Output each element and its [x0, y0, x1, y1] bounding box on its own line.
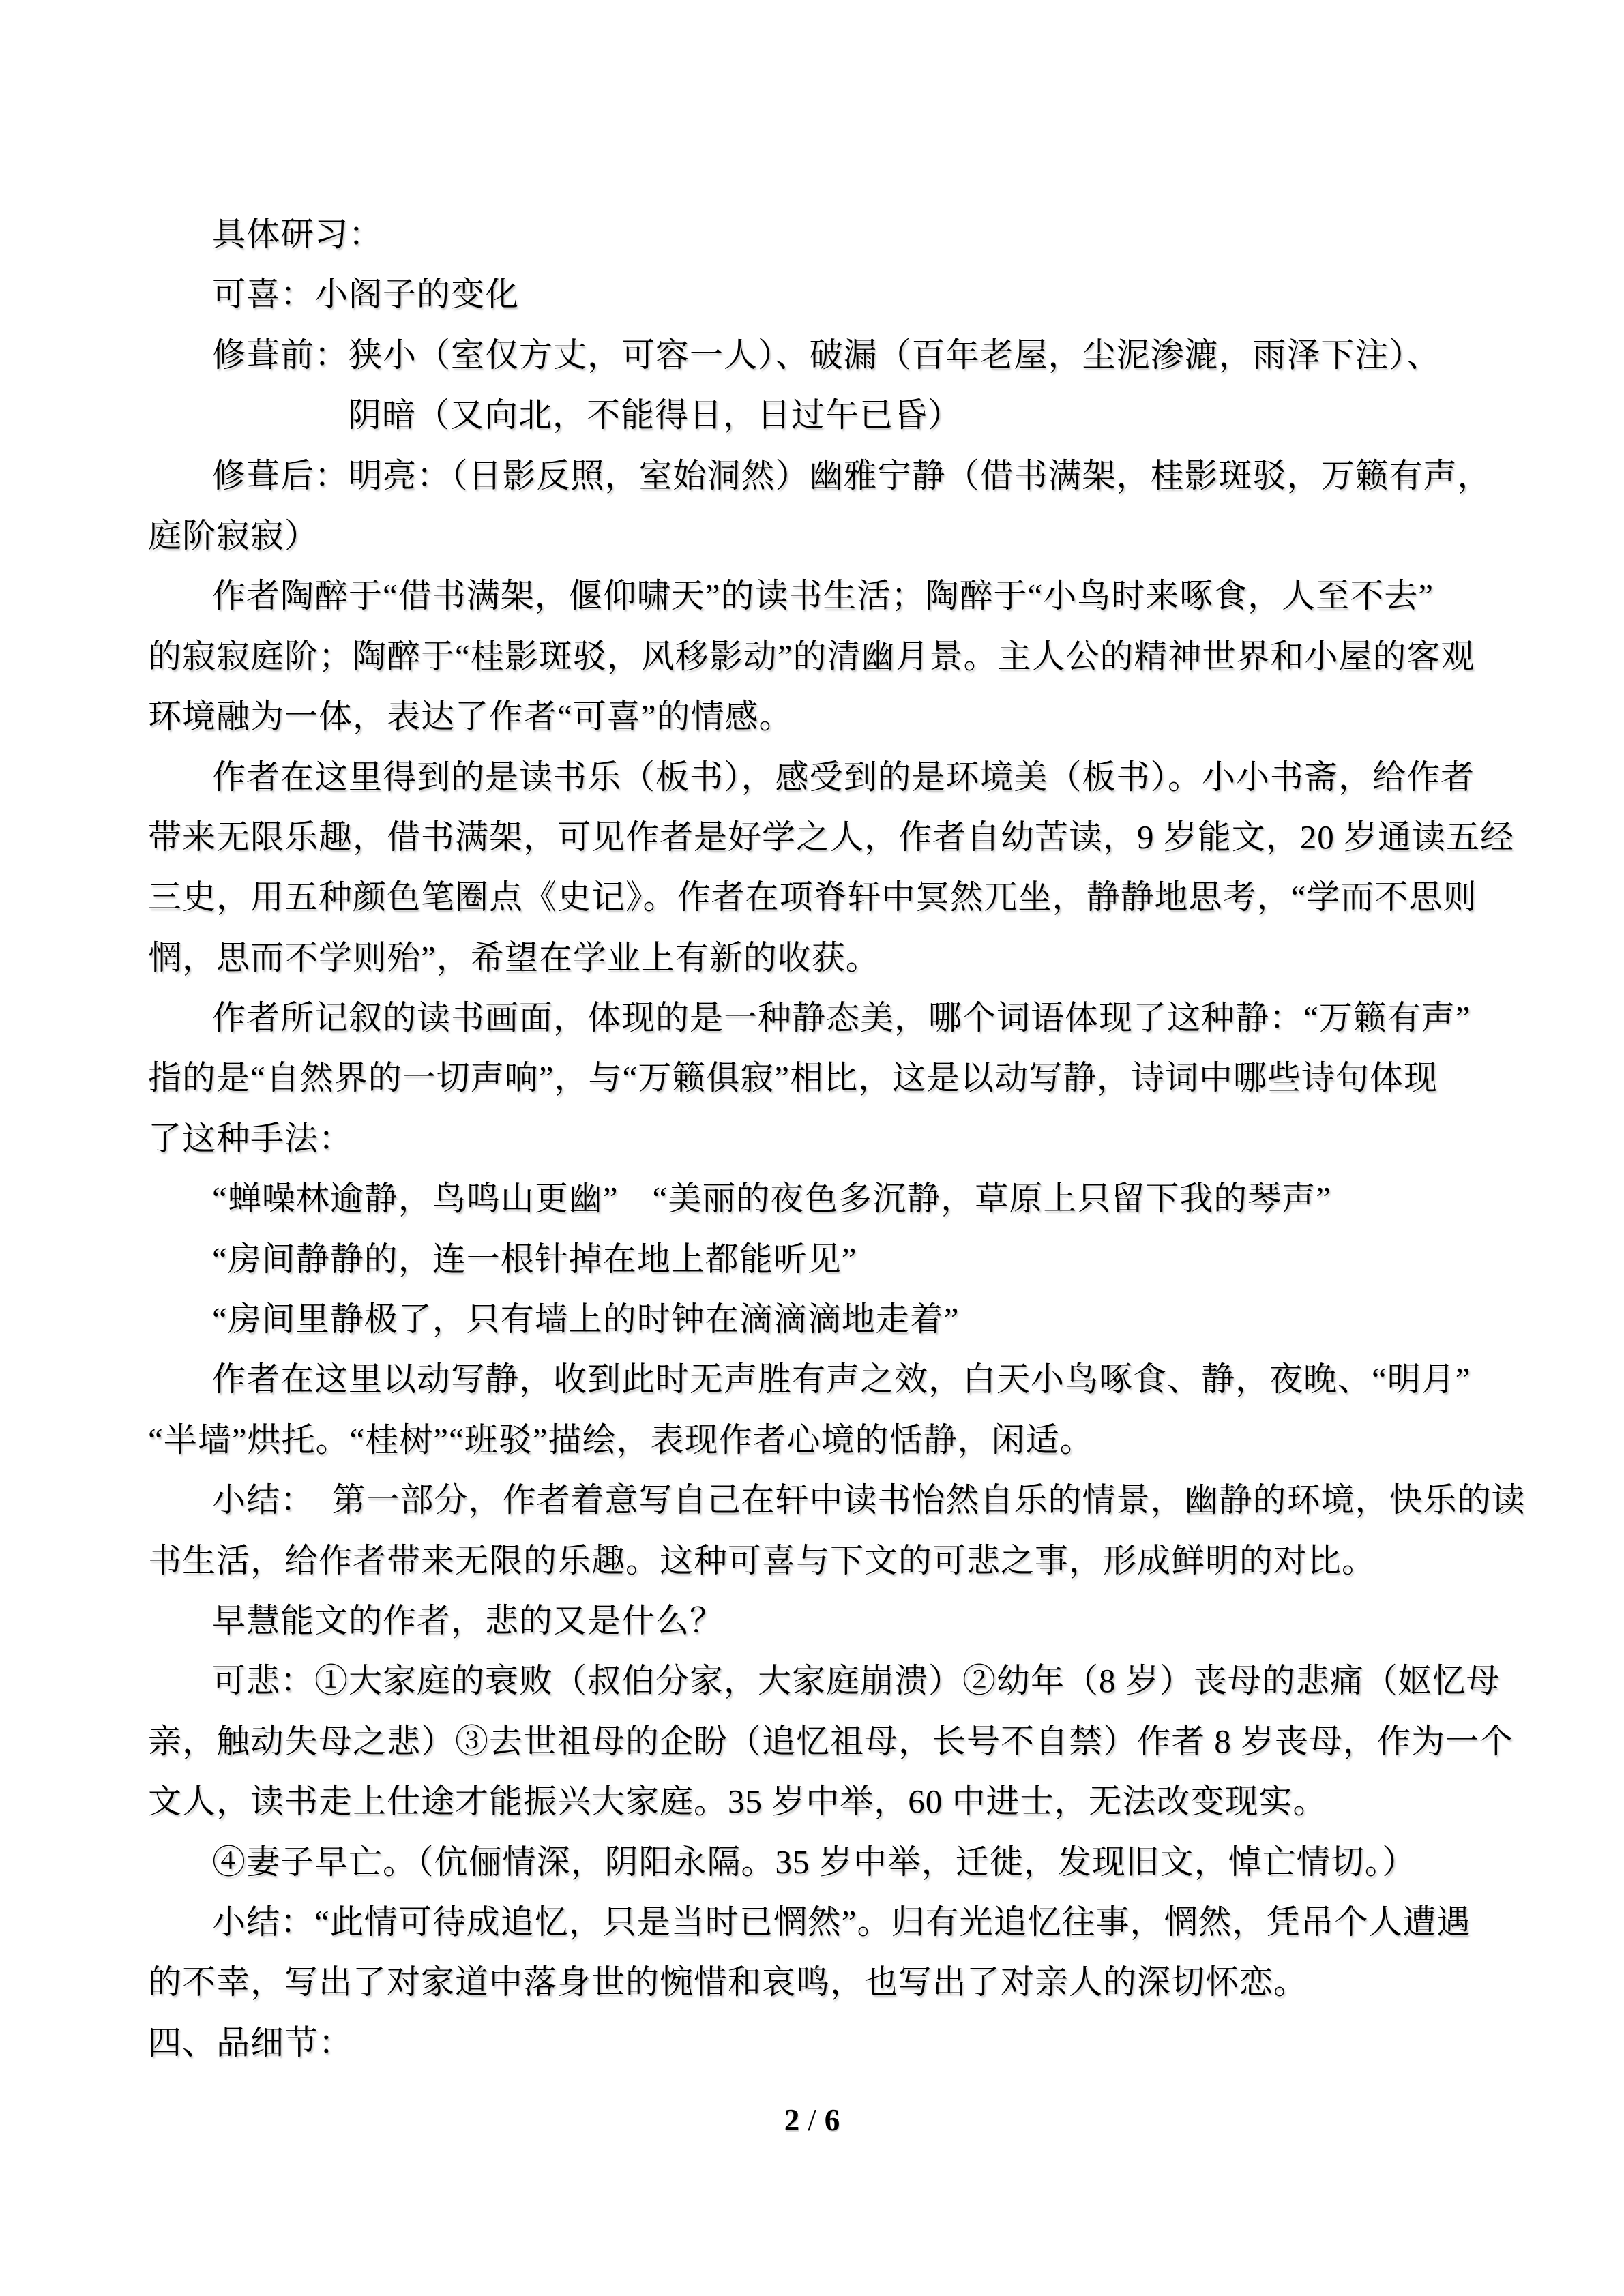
- text-line: “蝉噪林逾静，鸟鸣山更幽” “美丽的夜色多沉静，草原上只留下我的琴声”: [212, 1180, 1331, 1218]
- text-line: 的不幸，写出了对家道中落身世的惋惜和哀鸣，也写出了对亲人的深切怀恋。: [148, 1963, 1308, 2001]
- text-line: 文人，读书走上仕途才能振兴大家庭。35 岁中举，60 中进士，无法改变现实。: [148, 1783, 1327, 1821]
- text-line: “房间静静的，连一根针掉在地上都能听见”: [212, 1240, 857, 1278]
- text-line: 具体研习：: [212, 215, 383, 253]
- text-line: 带来无限乐趣，借书满架，可见作者是好学之人，作者自幼苦读，9 岁能文，20 岁通读五经: [148, 818, 1515, 856]
- text-line: 环境融为一体，表达了作者“可喜”的情感。: [148, 698, 793, 736]
- page-number-current: 2: [784, 2103, 800, 2137]
- text-line: 作者所记叙的读书画面，体现的是一种静态美，哪个词语体现了这种静：“万籁有声”: [212, 999, 1471, 1037]
- text-line: 亲，触动失母之悲）③去世祖母的企盼（追忆祖母，长号不自禁）作者 8 岁丧母，作为一个: [148, 1722, 1514, 1760]
- text-line: 修葺后：明亮：（日影反照，室始洞然）幽雅宁静（借书满架，桂影斑驳，万籁有声，: [212, 456, 1492, 494]
- text-line: 惘，思而不学则殆”，希望在学业上有新的收获。: [148, 938, 880, 976]
- text-line: 指的是“自然界的一切声响”，与“万籁俱寂”相比，这是以动写静，诗词中哪些诗句体现: [148, 1059, 1438, 1097]
- text-line: 了这种手法：: [148, 1119, 353, 1157]
- text-line: 四、品细节：: [148, 2023, 353, 2061]
- text-line: 书生活，给作者带来无限的乐趣。这种可喜与下文的可悲之事，形成鲜明的对比。: [148, 1541, 1376, 1579]
- text-line: 作者在这里以动写静，收到此时无声胜有声之效，白天小鸟啄食、静，夜晚、“明月”: [212, 1360, 1471, 1399]
- text-line: 小结： 第一部分，作者着意写自己在轩中读书怡然自乐的情景，幽静的环境，快乐的读: [212, 1481, 1526, 1519]
- text-line: 阴暗（又向北，不能得日，日过午已昏）: [348, 396, 962, 434]
- text-line: 小结：“此情可待成追忆，只是当时已惘然”。归有光追忆往事，惘然，凭吊个人遭遇: [212, 1903, 1471, 1941]
- text-line: 作者在这里得到的是读书乐（板书），感受到的是环境美（板书）。小小书斋，给作者: [212, 758, 1475, 796]
- text-line: 修葺前：狭小（室仅方丈，可容一人）、破漏（百年老屋，尘泥渗漉，雨泽下注）、: [212, 336, 1441, 374]
- page-number-separator: /: [808, 2103, 816, 2137]
- page-footer: [0, 2102, 1624, 2138]
- page-number-total: 6: [824, 2103, 840, 2137]
- text-line: 庭阶寂寂）: [148, 516, 319, 554]
- text-line: “半墙”烘托。“桂树”“班驳”描绘，表现作者心境的恬静，闲适。: [148, 1420, 1094, 1459]
- text-line: 三史，用五种颜色笔圈点《史记》。作者在项脊轩中冥然兀坐，静静地思考，“学而不思则: [148, 878, 1477, 916]
- document-body: [148, 205, 1526, 2073]
- text-line: “房间里静极了，只有墙上的时钟在滴滴滴地走着”: [212, 1300, 960, 1339]
- text-line: 可悲：①大家庭的衰败（叔伯分家，大家庭崩溃）②幼年（8 岁）丧母的悲痛（妪忆母: [212, 1662, 1501, 1700]
- text-line: 的寂寂庭阶；陶醉于“桂影斑驳，风移影动”的清幽月景。主人公的精神世界和小屋的客观: [148, 637, 1475, 675]
- text-line: 早慧能文的作者，悲的又是什么？: [212, 1601, 724, 1639]
- text-line: ④妻子早亡。（伉俪情深，阴阳永隔。35 岁中举，迁徙，发现旧文，悼亡情切。）: [212, 1843, 1417, 1881]
- text-line: 作者陶醉于“借书满架，偃仰啸天”的读书生活；陶醉于“小鸟时来啄食，人至不去”: [212, 577, 1434, 615]
- text-line: 可喜：小阁子的变化: [212, 275, 520, 314]
